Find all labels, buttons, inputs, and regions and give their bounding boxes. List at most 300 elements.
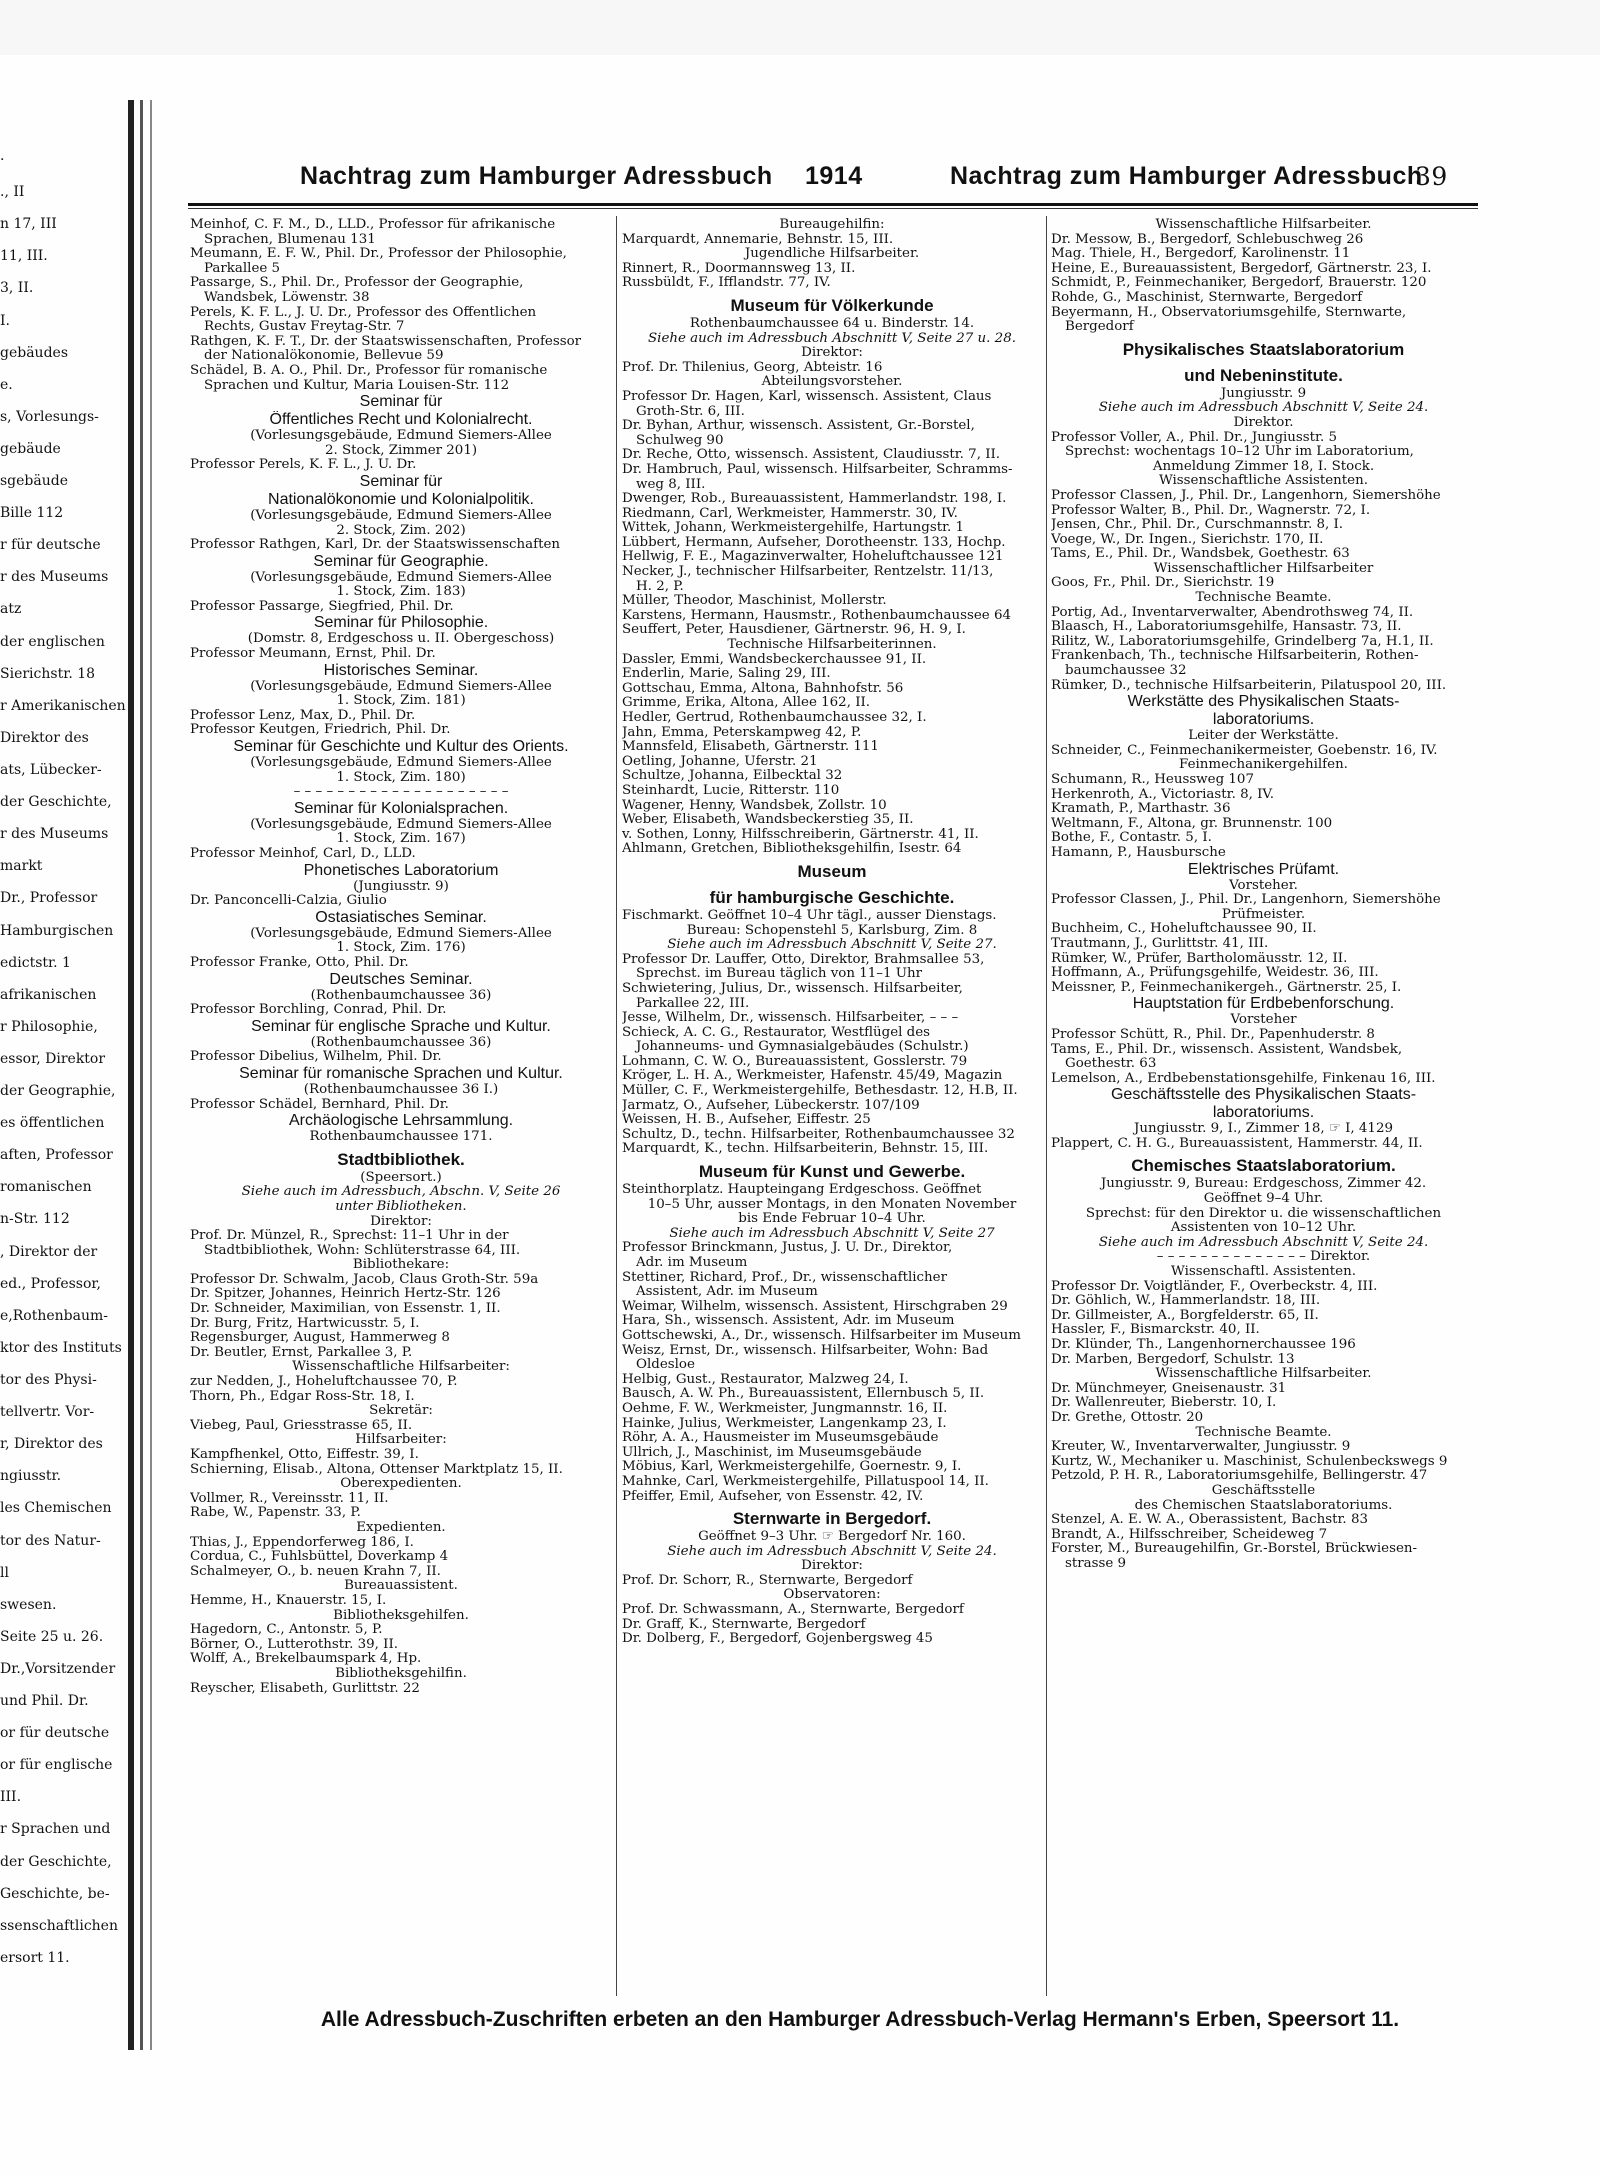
entry-line: Prof. Dr. Münzel, R., Sprechst: 11–1 Uhr in der xyxy=(190,1229,509,1244)
fragment-line: les Chemischen xyxy=(0,1500,112,1516)
entry-line: Wissenschaftliche Hilfsarbeiter: xyxy=(292,1360,510,1375)
scan-border xyxy=(0,0,1600,55)
entry-line: Hellwig, F. E., Magazinverwalter, Hoheluftchaussee 121 xyxy=(622,550,1004,565)
section-heading: Hauptstation für Erdbebenforschung. xyxy=(1132,995,1395,1013)
entry-line: Portig, Ad., Inventarverwalter, Abendrothsweg 74, II. xyxy=(1051,605,1414,620)
entry-line: Schwietering, Julius, Dr., wissensch. Hilfsarbeiter, xyxy=(622,981,963,996)
page-number: 39 xyxy=(1415,162,1448,191)
entry-line: Wolff, A., Brekelbaumspark 4, Hp. xyxy=(190,1652,422,1667)
entry-line: H. 2, P. xyxy=(636,579,684,594)
entry-line: strasse 9 xyxy=(1065,1556,1127,1571)
entry-line: (Vorlesungsgebäude, Edmund Siemers-Allee xyxy=(250,926,552,941)
entry-line: Bibliotheksgehilfen. xyxy=(333,1608,469,1623)
entry-line: Anmeldung Zimmer 18, I. Stock. xyxy=(1152,459,1375,474)
fragment-line: III. xyxy=(0,1789,22,1805)
fragment-line: und Phil. Dr. xyxy=(0,1693,89,1709)
entry-line: Vollmer, R., Vereinsstr. 11, II. xyxy=(190,1491,389,1506)
entry-line: (Rothenbaumchaussee 36) xyxy=(310,988,492,1003)
entry-line: Sprechst: wochentags 10–12 Uhr im Laboratorium, xyxy=(1065,445,1414,460)
fragment-line: n 17, III xyxy=(0,216,57,232)
entry-line: Dr. Hambruch, Paul, wissensch. Hilfsarbeiter, Schramms- xyxy=(622,462,1013,477)
entry-line: Rothenbaumchaussee 171. xyxy=(309,1130,493,1145)
entry-line: Necker, J., technischer Hilfsarbeiter, Rentzelstr. 11/13, xyxy=(622,565,994,580)
entry-line: Hilfsarbeiter: xyxy=(355,1433,447,1448)
fragment-line: der Geographie, xyxy=(0,1083,116,1099)
entry-line: Siehe auch im Adressbuch Abschnitt V, Seite 27 u. 28. xyxy=(648,331,1016,346)
entry-line: Assistent, Adr. im Museum xyxy=(636,1285,818,1300)
fragment-line: tor des Natur- xyxy=(0,1533,101,1549)
entry-line: (Vorlesungsgebäude, Edmund Siemers-Allee xyxy=(250,570,552,585)
entry-line: Meinhof, C. F. M., D., LLD., Professor für afrikanische xyxy=(190,218,556,232)
entry-line: Hassler, F., Bismarckstr. 40, II. xyxy=(1051,1323,1260,1338)
entry-line: Gottschau, Emma, Altona, Bahnhofstr. 56 xyxy=(622,681,904,696)
entry-line: Riedmann, Carl, Werkmeister, Hammerstr. 30, IV. xyxy=(622,506,958,521)
entry-line: Direktor: xyxy=(801,1559,863,1574)
fragment-line: atz xyxy=(0,601,22,617)
fragment-line: n-Str. 112 xyxy=(0,1211,70,1227)
entry-line: Weissen, H. B., Aufseher, Eiffestr. 25 xyxy=(622,1113,871,1128)
page-footer: Alle Adressbuch-Zuschriften erbeten an den Hamburger Adressbuch-Verlag Hermann's Erben, Speersort 11. xyxy=(320,2008,1400,2031)
entry-line: Perels, K. F. L., J. U. Dr., Professor des Öffentlichen xyxy=(190,305,537,320)
entry-line: Dr. Grethe, Ottostr. 20 xyxy=(1051,1410,1204,1425)
section-heading: Chemisches Staatslaboratorium. xyxy=(1131,1156,1396,1176)
entry-line: Rümker, D., technische Hilfsarbeiterin, Pilatuspool 20, III. xyxy=(1051,678,1447,693)
entry-line: Reyscher, Elisabeth, Gurlittstr. 22 xyxy=(190,1681,420,1696)
entry-line: Thias, J., Eppendorferweg 186, I. xyxy=(190,1535,414,1550)
section-heading: laboratoriums. xyxy=(1212,1104,1315,1122)
entry-line: Dr. Wallenreuter, Bieberstr. 10, I. xyxy=(1051,1396,1277,1411)
fragment-line: Bille 112 xyxy=(0,505,64,521)
entry-line: Johanneums- und Gymnasialgebäudes (Schulstr.) xyxy=(636,1040,969,1055)
entry-line: der Nationalökonomie, Bellevue 59 xyxy=(204,349,444,364)
section-heading: für hamburgische Geschichte. xyxy=(709,887,955,907)
entry-line: Bothe, F., Contastr. 5, I. xyxy=(1051,831,1212,846)
entry-line: Siehe auch im Adressbuch Abschnitt V, Seite 27 xyxy=(669,1226,995,1241)
entry-line: Stettiner, Richard, Prof., Dr., wissenschaftlicher xyxy=(622,1270,947,1285)
entry-line: Prof. Dr. Schorr, R., Sternwarte, Bergedorf xyxy=(622,1573,913,1588)
page-header xyxy=(300,162,1450,202)
fragment-line: ersort 11. xyxy=(0,1950,70,1966)
entry-line: 1. Stock, Zim. 167) xyxy=(336,832,466,847)
entry-line: Oetling, Johanne, Uferstr. 21 xyxy=(622,754,818,769)
entry-line: Thorn, Ph., Edgar Ross-Str. 18, I. xyxy=(190,1389,415,1404)
entry-line: Plappert, C. H. G., Bureauassistent, Hammerstr. 44, II. xyxy=(1051,1136,1423,1151)
entry-line: weg 8, III. xyxy=(636,477,706,492)
entry-line: – – – – – – – – – – – – – – Direktor. xyxy=(1156,1250,1371,1265)
entry-line: Bibliotheksgehilfin. xyxy=(335,1666,467,1681)
entry-line: Dr. Graff, K., Sternwarte, Bergedorf xyxy=(622,1617,866,1632)
entry-line: Siehe auch im Adressbuch Abschnitt V, Seite 27. xyxy=(667,938,997,953)
entry-line: Professor Schädel, Bernhard, Phil. Dr. xyxy=(190,1097,449,1112)
entry-line: Rabe, W., Papenstr. 33, P. xyxy=(190,1506,361,1521)
fragment-line: ktor des Instituts xyxy=(0,1340,122,1356)
entry-line: Ahlmann, Gretchen, Bibliotheksgehilfin, Isestr. 64 xyxy=(622,842,962,857)
entry-line: Regensburger, August, Hammerweg 8 xyxy=(190,1331,450,1346)
entry-line: Technische Beamte. xyxy=(1195,1425,1332,1440)
entry-line: Schultze, Johanna, Eilbecktal 32 xyxy=(622,769,843,784)
fragment-line: Geschichte, be- xyxy=(0,1886,110,1902)
entry-line: Weltmann, F., Altona, gr. Brunnenstr. 100 xyxy=(1051,816,1333,831)
fragment-line: ssenschaftlichen xyxy=(0,1918,118,1934)
section-heading: Elektrisches Prüfamt. xyxy=(1187,860,1340,878)
column-divider xyxy=(1046,216,1047,1996)
entry-line: Jensen, Chr., Phil. Dr., Curschmannstr. 8, I. xyxy=(1051,518,1344,533)
entry-line: Assistenten von 10–12 Uhr. xyxy=(1170,1221,1357,1236)
fragment-line: es öffentlichen xyxy=(0,1115,105,1131)
section-heading: Museum xyxy=(797,861,867,881)
entry-line: Marquardt, K., techn. Hilfsarbeiterin, Behnstr. 15, III. xyxy=(622,1142,989,1157)
fragment-line: r für deutsche xyxy=(0,537,101,553)
entry-line: Jungiusstr. 9, Bureau: Erdgeschoss, Zimmer 42. xyxy=(1100,1177,1427,1192)
entry-line: Wissenschaftliche Hilfsarbeiter. xyxy=(1155,1367,1372,1382)
header-rule-thin xyxy=(188,208,1478,209)
entry-line: Meissner, P., Feinmechanikergeh., Gärtnerstr. 25, I. xyxy=(1051,980,1402,995)
fragment-line: r des Museums xyxy=(0,569,109,585)
entry-line: Mag. Thiele, H., Bergedorf, Karolinenstr. 11 xyxy=(1051,247,1351,262)
entry-line: unter Bibliotheken. xyxy=(335,1199,467,1214)
fragment-line: or für deutsche xyxy=(0,1725,110,1741)
entry-line: Forster, M., Bureaugehilfin, Gr.-Borstel, Brückwiesen- xyxy=(1051,1542,1418,1557)
entry-line: Voege, W., Dr. Ingen., Sierichstr. 170, II. xyxy=(1051,532,1324,547)
entry-line: Pfeiffer, Emil, Aufseher, von Essenstr. 42, IV. xyxy=(622,1489,924,1504)
header-left-title: Nachtrag zum Hamburger Adressbuch xyxy=(300,162,773,190)
section-heading: Seminar für Geographie. xyxy=(313,552,489,570)
section-heading: Seminar für Kolonialsprachen. xyxy=(293,799,509,817)
entry-line: Cordua, C., Fuhlsbüttel, Doverkamp 4 xyxy=(190,1550,449,1565)
entry-line: Siehe auch im Adressbuch Abschnitt V, Seite 24. xyxy=(667,1544,997,1559)
section-heading: Archäologische Lehrsammlung. xyxy=(288,1112,514,1130)
entry-line: Direktor: xyxy=(370,1214,432,1229)
entry-line: Helbig, Gust., Restaurator, Malzweg 24, I. xyxy=(622,1372,909,1387)
fragment-line: ngiusstr. xyxy=(0,1468,62,1484)
entry-line: Professor Dr. Lauffer, Otto, Direktor, Brahmsallee 53, xyxy=(622,952,985,967)
fragment-line: gebäude xyxy=(0,441,61,457)
fragment-line: · xyxy=(0,152,5,168)
entry-line: Direktor. xyxy=(1233,415,1294,430)
entry-line: v. Sothen, Lonny, Hilfsschreiberin, Gärtnerstr. 41, II. xyxy=(622,827,979,842)
section-heading: Seminar für Philosophie. xyxy=(313,614,489,632)
entry-line: Professor Passarge, Siegfried, Phil. Dr. xyxy=(190,599,454,614)
entry-line: Herkenroth, A., Victoriastr. 8, IV. xyxy=(1051,787,1275,802)
entry-line: Wissenschaftliche Hilfsarbeiter. xyxy=(1155,218,1372,232)
left-page-fragment xyxy=(0,150,150,2040)
fragment-line: 3, II. xyxy=(0,280,34,296)
entry-line: 2. Stock, Zimmer 201) xyxy=(324,443,478,458)
entry-line: Kampfhenkel, Otto, Eiffestr. 39, I. xyxy=(190,1448,419,1462)
entry-line: Kramath, P., Marthastr. 36 xyxy=(1051,802,1231,817)
entry-line: Müller, Theodor, Maschinist, Mollerstr. xyxy=(622,594,887,609)
entry-line: Siehe auch im Adressbuch Abschnitt V, Seite 24. xyxy=(1098,401,1429,416)
fragment-line: r Philosophie, xyxy=(0,1019,98,1035)
entry-line: Oldesloe xyxy=(636,1358,695,1373)
entry-line: Rothenbaumchaussee 64 u. Binderstr. 14. xyxy=(689,316,975,331)
entry-line: Tams, E., Phil. Dr., wissensch. Assistent, Wandsbek, xyxy=(1051,1042,1403,1057)
entry-line: (Vorlesungsgebäude, Edmund Siemers-Allee xyxy=(250,429,552,444)
section-heading: Seminar für romanische Sprachen und Kultur. xyxy=(239,1064,563,1082)
entry-line: Grimme, Erika, Altona, Allee 162, II. xyxy=(622,696,871,711)
entry-line: Dwenger, Rob., Bureauassistent, Hammerlandstr. 198, I. xyxy=(622,492,1007,507)
entry-line: Professor Brinckmann, Justus, J. U. Dr., Direktor, xyxy=(622,1241,953,1256)
fragment-line: Hamburgischen xyxy=(0,923,114,939)
section-heading: und Nebeninstitute. xyxy=(1184,365,1343,385)
entry-line: Professor Dr. Hagen, Karl, wissensch. Assistent, Claus xyxy=(622,389,992,404)
entry-line: Jugendliche Hilfsarbeiter. xyxy=(744,247,920,262)
entry-line: Feinmechanikergehilfen. xyxy=(1179,758,1348,773)
entry-line: Geschäftsstelle xyxy=(1211,1483,1316,1498)
entry-line: Observatoren: xyxy=(783,1588,881,1603)
fragment-line: e. xyxy=(0,377,13,393)
section-heading: Physikalisches Staatslaboratorium xyxy=(1122,339,1405,359)
entry-line: Dr. Dolberg, F., Bergedorf, Gojenbergsweg 45 xyxy=(622,1632,933,1647)
entry-line: Schmidt, P., Feinmechaniker, Bergedorf, Brauerstr. 120 xyxy=(1051,276,1427,291)
entry-line: Ullrich, J., Maschinist, im Museumsgebäude xyxy=(622,1445,922,1460)
entry-line: Dr. Beutler, Ernst, Parkallee 3, P. xyxy=(190,1345,413,1360)
entry-line: baumchaussee 32 xyxy=(1065,664,1187,679)
entry-line: Professor Franke, Otto, Phil. Dr. xyxy=(190,955,409,970)
entry-line: (Domstr. 8, Erdgeschoss u. II. Obergeschoss) xyxy=(247,632,555,647)
entry-line: 1. Stock, Zim. 181) xyxy=(336,694,466,709)
entry-line: Wagener, Henny, Wandsbek, Zollstr. 10 xyxy=(622,798,887,813)
entry-line: Steinthorplatz. Haupteingang Erdgeschoss. Geöffnet xyxy=(622,1183,982,1198)
entry-line: Prof. Dr. Schwassmann, A., Sternwarte, Bergedorf xyxy=(622,1603,964,1618)
fragment-line: markt xyxy=(0,858,43,874)
entry-line: Heine, E., Bureauassistent, Bergedorf, Gärtnerstr. 23, I. xyxy=(1051,261,1432,276)
entry-line: Abteilungsvorsteher. xyxy=(761,375,903,390)
fragment-line: essor, Direktor xyxy=(0,1051,106,1067)
entry-line: Rümker, W., Prüfer, Bartholomäusstr. 12, II. xyxy=(1051,951,1348,966)
entry-line: Wittek, Johann, Werkmeistergehilfe, Hartungstr. 1 xyxy=(622,521,965,536)
header-rule xyxy=(188,203,1478,206)
section-heading: Geschäftsstelle des Physikalischen Staats- xyxy=(1110,1086,1417,1104)
fragment-line: e,Rothenbaum- xyxy=(0,1308,108,1324)
entry-line: Brandt, A., Hilfsschreiber, Scheideweg 7 xyxy=(1051,1527,1328,1542)
entry-line: Karstens, Hermann, Hausmstr., Rothenbaumchaussee 64 xyxy=(622,608,1012,623)
entry-line: Goethestr. 63 xyxy=(1065,1057,1157,1072)
entry-line: Viebeg, Paul, Griesstrasse 65, II. xyxy=(190,1418,413,1433)
entry-line: Professor Meumann, Ernst, Phil. Dr. xyxy=(190,647,436,662)
entry-line: Steinhardt, Lucie, Ritterstr. 110 xyxy=(622,783,840,798)
entry-line: Bureau: Schopenstehl 5, Karlsburg, Zim. 8 xyxy=(686,923,978,938)
entry-line: – – – – – – – – – – – – – – – – – – – – xyxy=(293,785,509,800)
entry-line: Dr. Münchmeyer, Gneisenaustr. 31 xyxy=(1051,1381,1287,1396)
entry-line: Sprechst: für den Direktor u. die wissenschaftlichen xyxy=(1085,1206,1442,1221)
entry-line: Müller, C. F., Werkmeistergehilfe, Bethesdastr. 12, H.B, II. xyxy=(622,1084,1018,1099)
section-heading: Seminar für Geschichte und Kultur des Orients. xyxy=(233,738,569,756)
page-binding-shadow xyxy=(150,100,152,2050)
fragment-line: swesen. xyxy=(0,1597,57,1613)
entry-line: Passarge, S., Phil. Dr., Professor der Geographie, xyxy=(190,276,524,291)
entry-line: Kreuter, W., Inventarverwalter, Jungiusstr. 9 xyxy=(1051,1440,1351,1455)
fragment-line: r Sprachen und xyxy=(0,1821,111,1837)
column-1 xyxy=(190,218,612,1696)
entry-line: Stenzel, A. E. W. A., Oberassistent, Bachstr. 83 xyxy=(1051,1513,1368,1528)
entry-line: Adr. im Museum xyxy=(636,1256,748,1270)
section-heading: Ostasiatisches Seminar. xyxy=(315,908,487,926)
entry-line: (Jungiusstr. 9) xyxy=(353,879,449,894)
entry-line: 10–5 Uhr, ausser Montags, in den Monaten November xyxy=(647,1197,1017,1212)
entry-line: (Rothenbaumchaussee 36) xyxy=(310,1035,492,1050)
fragment-line: aften, Professor xyxy=(0,1147,113,1163)
entry-line: Hainke, Julius, Werkmeister, Langenkamp 23, I. xyxy=(622,1416,947,1431)
column-2 xyxy=(622,218,1042,1647)
entry-line: Schulweg 90 xyxy=(636,433,724,448)
entry-line: Buchheim, C., Hoheluftchaussee 90, II. xyxy=(1051,922,1317,937)
entry-line: Dr. Panconcelli-Calzia, Giulio xyxy=(190,894,387,909)
entry-line: Tams, E., Phil. Dr., Wandsbek, Goethestr. 63 xyxy=(1051,547,1350,562)
entry-line: Professor Borchling, Conrad, Phil. Dr. xyxy=(190,1003,447,1018)
entry-line: Siehe auch im Adressbuch, Abschn. V, Seite 26 xyxy=(241,1185,561,1200)
entry-line: Hara, Sh., wissensch. Assistent, Adr. im Museum xyxy=(622,1314,955,1329)
entry-line: Schieck, A. C. G., Restaurator, Westflügel des xyxy=(622,1025,931,1040)
entry-line: Rechts, Gustav Freytag-Str. 7 xyxy=(204,320,405,335)
fragment-line: edictstr. 1 xyxy=(0,955,71,971)
entry-line: des Chemischen Staatslaboratoriums. xyxy=(1134,1498,1393,1513)
entry-line: (Speersort.) xyxy=(360,1170,442,1185)
entry-line: Dr. Klünder, Th., Langenhornerchaussee 196 xyxy=(1051,1338,1356,1352)
section-heading: Öffentliches Recht und Kolonialrecht. xyxy=(269,411,533,429)
entry-line: Rilitz, W., Laboratoriumsgehilfe, Grindelberg 7a, H.1, II. xyxy=(1051,634,1434,649)
fragment-line: romanischen xyxy=(0,1179,92,1195)
entry-line: Jungiusstr. 9, I., Zimmer 18, ☞ I, 4129 xyxy=(1133,1122,1393,1137)
entry-line: Schierning, Elisab., Altona, Ottenser Marktplatz 15, II. xyxy=(190,1462,563,1477)
entry-line: Schneider, C., Feinmechanikermeister, Goebenstr. 16, IV. xyxy=(1051,743,1438,758)
fragment-line: I. xyxy=(0,313,10,329)
entry-line: (Vorlesungsgebäude, Edmund Siemers-Allee xyxy=(250,817,552,832)
entry-line: Fischmarkt. Geöffnet 10–4 Uhr tägl., ausser Dienstags. xyxy=(622,908,997,923)
entry-line: Dr. Byhan, Arthur, wissensch. Assistent, Gr.-Borstel, xyxy=(622,419,975,434)
entry-line: Sprachen und Kultur, Maria Louisen-Str. 112 xyxy=(204,378,510,393)
fragment-line: afrikanischen xyxy=(0,987,97,1003)
entry-line: Wissenschaftliche Assistenten. xyxy=(1159,474,1368,489)
entry-line: Hedler, Gertrud, Rothenbaumchaussee 32, I. xyxy=(622,711,927,725)
entry-line: zur Nedden, J., Hoheluftchaussee 70, P. xyxy=(190,1375,458,1390)
entry-line: Professor Walter, B., Phil. Dr., Wagnerstr. 72, I. xyxy=(1051,503,1371,518)
entry-line: Gottschewski, A., Dr., wissensch. Hilfsarbeiter im Museum xyxy=(622,1328,1021,1343)
entry-line: Bergedorf xyxy=(1065,320,1134,335)
entry-line: Enderlin, Marie, Saling 29, III. xyxy=(622,667,831,682)
entry-line: Schumann, R., Heussweg 107 xyxy=(1051,773,1254,787)
fragment-line: r, Direktor des xyxy=(0,1436,103,1452)
section-heading: Seminar für englische Sprache und Kultur. xyxy=(251,1017,551,1035)
entry-line: Jahn, Emma, Peterskampweg 42, P. xyxy=(622,725,862,740)
entry-line: Weimar, Wilhelm, wissensch. Assistent, Hirschgraben 29 xyxy=(622,1299,1008,1314)
fragment-line: r Amerikanischen xyxy=(0,698,126,714)
entry-line: Vorsteher xyxy=(1230,1013,1297,1028)
entry-line: Lemelson, A., Erdbebenstationsgehilfe, Finkenau 16, III. xyxy=(1051,1071,1436,1086)
entry-line: Sprachen, Blumenau 131 xyxy=(204,232,376,247)
entry-line: Prüfmeister. xyxy=(1221,907,1306,922)
entry-line: Beyermann, H., Observatoriumsgehilfe, Sternwarte, xyxy=(1051,305,1407,320)
entry-line: Parkallee 22, III. xyxy=(636,996,750,1011)
entry-line: Lübbert, Hermann, Aufseher, Dorotheenstr. 133, Hochp. xyxy=(622,535,1006,550)
fragment-line: ll xyxy=(0,1565,9,1581)
section-heading: Seminar für xyxy=(359,472,443,490)
fragment-line: sgebäude xyxy=(0,473,69,489)
entry-line: Petzold, P. H. R., Laboratoriumsgehilfe, Bellingerstr. 47 xyxy=(1051,1469,1428,1484)
fragment-line: gebäudes xyxy=(0,345,69,361)
column-3 xyxy=(1051,218,1476,1572)
entry-line: Sekretär: xyxy=(369,1404,433,1419)
entry-line: Börner, O., Lutterothstr. 39, II. xyxy=(190,1637,399,1652)
entry-line: Stadtbibliothek, Wohn: Schlüterstrasse 64, III. xyxy=(204,1243,521,1258)
header-right-title: Nachtrag zum Hamburger Adressbuch xyxy=(950,162,1423,190)
entry-line: Dr. Schneider, Maximilian, von Essenstr. 1, II. xyxy=(190,1302,501,1317)
entry-line: Röhr, A. A., Hausmeister im Museumsgebäude xyxy=(622,1431,939,1446)
entry-line: Wissenschaftlicher Hilfsarbeiter xyxy=(1153,561,1374,576)
section-heading: Deutsches Seminar. xyxy=(329,970,473,988)
entry-line: Lohmann, C. W. O., Bureauassistent, Gosslerstr. 79 xyxy=(622,1054,968,1069)
entry-line: Dr. Gillmeister, A., Borgfelderstr. 65, II. xyxy=(1051,1308,1319,1323)
section-heading: Nationalökonomie und Kolonialpolitik. xyxy=(268,490,534,508)
section-heading: Historisches Seminar. xyxy=(323,661,479,679)
entry-line: Professor Dr. Voigtländer, F., Overbeckstr. 4, III. xyxy=(1051,1279,1378,1294)
entry-line: Hamann, P., Hausburschе xyxy=(1051,845,1226,860)
entry-line: Technische Beamte. xyxy=(1195,591,1332,606)
entry-line: Rohde, G., Maschinist, Sternwarte, Bergedorf xyxy=(1051,290,1363,305)
section-heading: Museum für Kunst und Gewerbe. xyxy=(698,1162,966,1182)
entry-line: Parkallee 5 xyxy=(204,261,281,276)
entry-line: Hagedorn, C., Antonstr. 5, P. xyxy=(190,1623,383,1638)
fragment-line: , Direktor der xyxy=(0,1244,98,1260)
fragment-line: Seite 25 u. 26. xyxy=(0,1629,104,1645)
fragment-line: Dr.,Vorsitzender xyxy=(0,1661,116,1677)
entry-line: Goos, Fr., Phil. Dr., Sierichstr. 19 xyxy=(1051,576,1275,591)
entry-line: Professor Dr. Schwalm, Jacob, Claus Groth-Str. 59a xyxy=(190,1272,539,1287)
entry-line: Wissenschaftl. Assistenten. xyxy=(1171,1265,1356,1280)
entry-line: Dr. Göhlich, W., Hammerlandstr. 18, III. xyxy=(1051,1294,1321,1309)
entry-line: Technische Hilfsarbeiterinnen. xyxy=(727,638,937,653)
entry-line: 1. Stock, Zim. 176) xyxy=(336,941,466,956)
entry-line: Seuffert, Peter, Hausdiener, Gärtnerstr. 96, H. 9, I. xyxy=(622,623,966,638)
entry-line: Schalmeyer, O., b. neuen Krahn 7, II. xyxy=(190,1564,441,1579)
fragment-line: ed., Professor, xyxy=(0,1276,102,1292)
fragment-line: der Geschichte, xyxy=(0,1854,112,1870)
entry-line: Bausch, A. W. Ph., Bureauassistent, Ellernbusch 5, II. xyxy=(622,1387,985,1402)
entry-line: Expedienten. xyxy=(356,1520,446,1535)
fragment-line: Dr., Professor xyxy=(0,890,98,906)
entry-line: Jungiusstr. 9 xyxy=(1220,386,1307,401)
entry-line: Bibliothekare: xyxy=(352,1258,450,1273)
section-heading: Stadtbibliothek. xyxy=(337,1149,465,1169)
entry-line: Frankenbach, Th., technische Hilfsarbeiterin, Rothen- xyxy=(1051,649,1419,664)
entry-line: Jesse, Wilhelm, Dr., wissensch. Hilfsarbeiter, – – – xyxy=(622,1011,959,1026)
entry-line: Professor Perels, K. F. L., J. U. Dr. xyxy=(190,458,417,473)
entry-line: Wandsbek, Löwenstr. 38 xyxy=(204,290,370,305)
entry-line: Professor Classen, J., Phil. Dr., Langenhorn, Siemershöhe xyxy=(1051,488,1441,503)
entry-line: Geöffnet 9–3 Uhr. ☞ Bergedorf Nr. 160. xyxy=(698,1530,966,1545)
entry-line: Professor Voller, A., Phil. Dr., Jungiusstr. 5 xyxy=(1051,430,1338,445)
entry-line: Schultz, D., techn. Hilfsarbeiter, Rothenbaumchaussee 32 xyxy=(622,1127,1015,1142)
entry-line: Trautmann, J., Gurlittstr. 41, III. xyxy=(1051,936,1269,951)
fragment-line: or für englische xyxy=(0,1757,113,1773)
entry-line: bis Ende Februar 10–4 Uhr. xyxy=(738,1212,926,1227)
section-heading: Museum für Völkerkunde xyxy=(730,295,934,315)
entry-line: Hemme, H., Knauerstr. 15, I. xyxy=(190,1593,387,1608)
section-heading: laboratoriums. xyxy=(1212,711,1315,729)
entry-line: (Rothenbaumchaussee 36 I.) xyxy=(303,1082,499,1097)
entry-line: Möbius, Karl, Werkmeistergehilfe, Goernestr. 9, I. xyxy=(622,1460,962,1475)
section-heading: Werkstätte des Physikalischen Staats- xyxy=(1127,693,1400,711)
entry-line: Kurtz, W., Mechaniker u. Maschinist, Schulenbeckswegs 9 xyxy=(1051,1454,1448,1469)
entry-line: Professor Schütt, R., Phil. Dr., Papenhuderstr. 8 xyxy=(1051,1027,1375,1042)
entry-line: Groth-Str. 6, III. xyxy=(636,404,745,419)
entry-line: Bureaugehilfin: xyxy=(779,218,885,232)
entry-line: Marquardt, Annemarie, Behnstr. 15, III. xyxy=(622,232,894,247)
fragment-line: 11, III. xyxy=(0,248,48,264)
entry-line: (Vorlesungsgebäude, Edmund Siemers-Allee xyxy=(250,756,552,771)
entry-line: Professor Keutgen, Friedrich, Phil. Dr. xyxy=(190,723,451,738)
section-heading: Seminar für xyxy=(359,393,443,411)
